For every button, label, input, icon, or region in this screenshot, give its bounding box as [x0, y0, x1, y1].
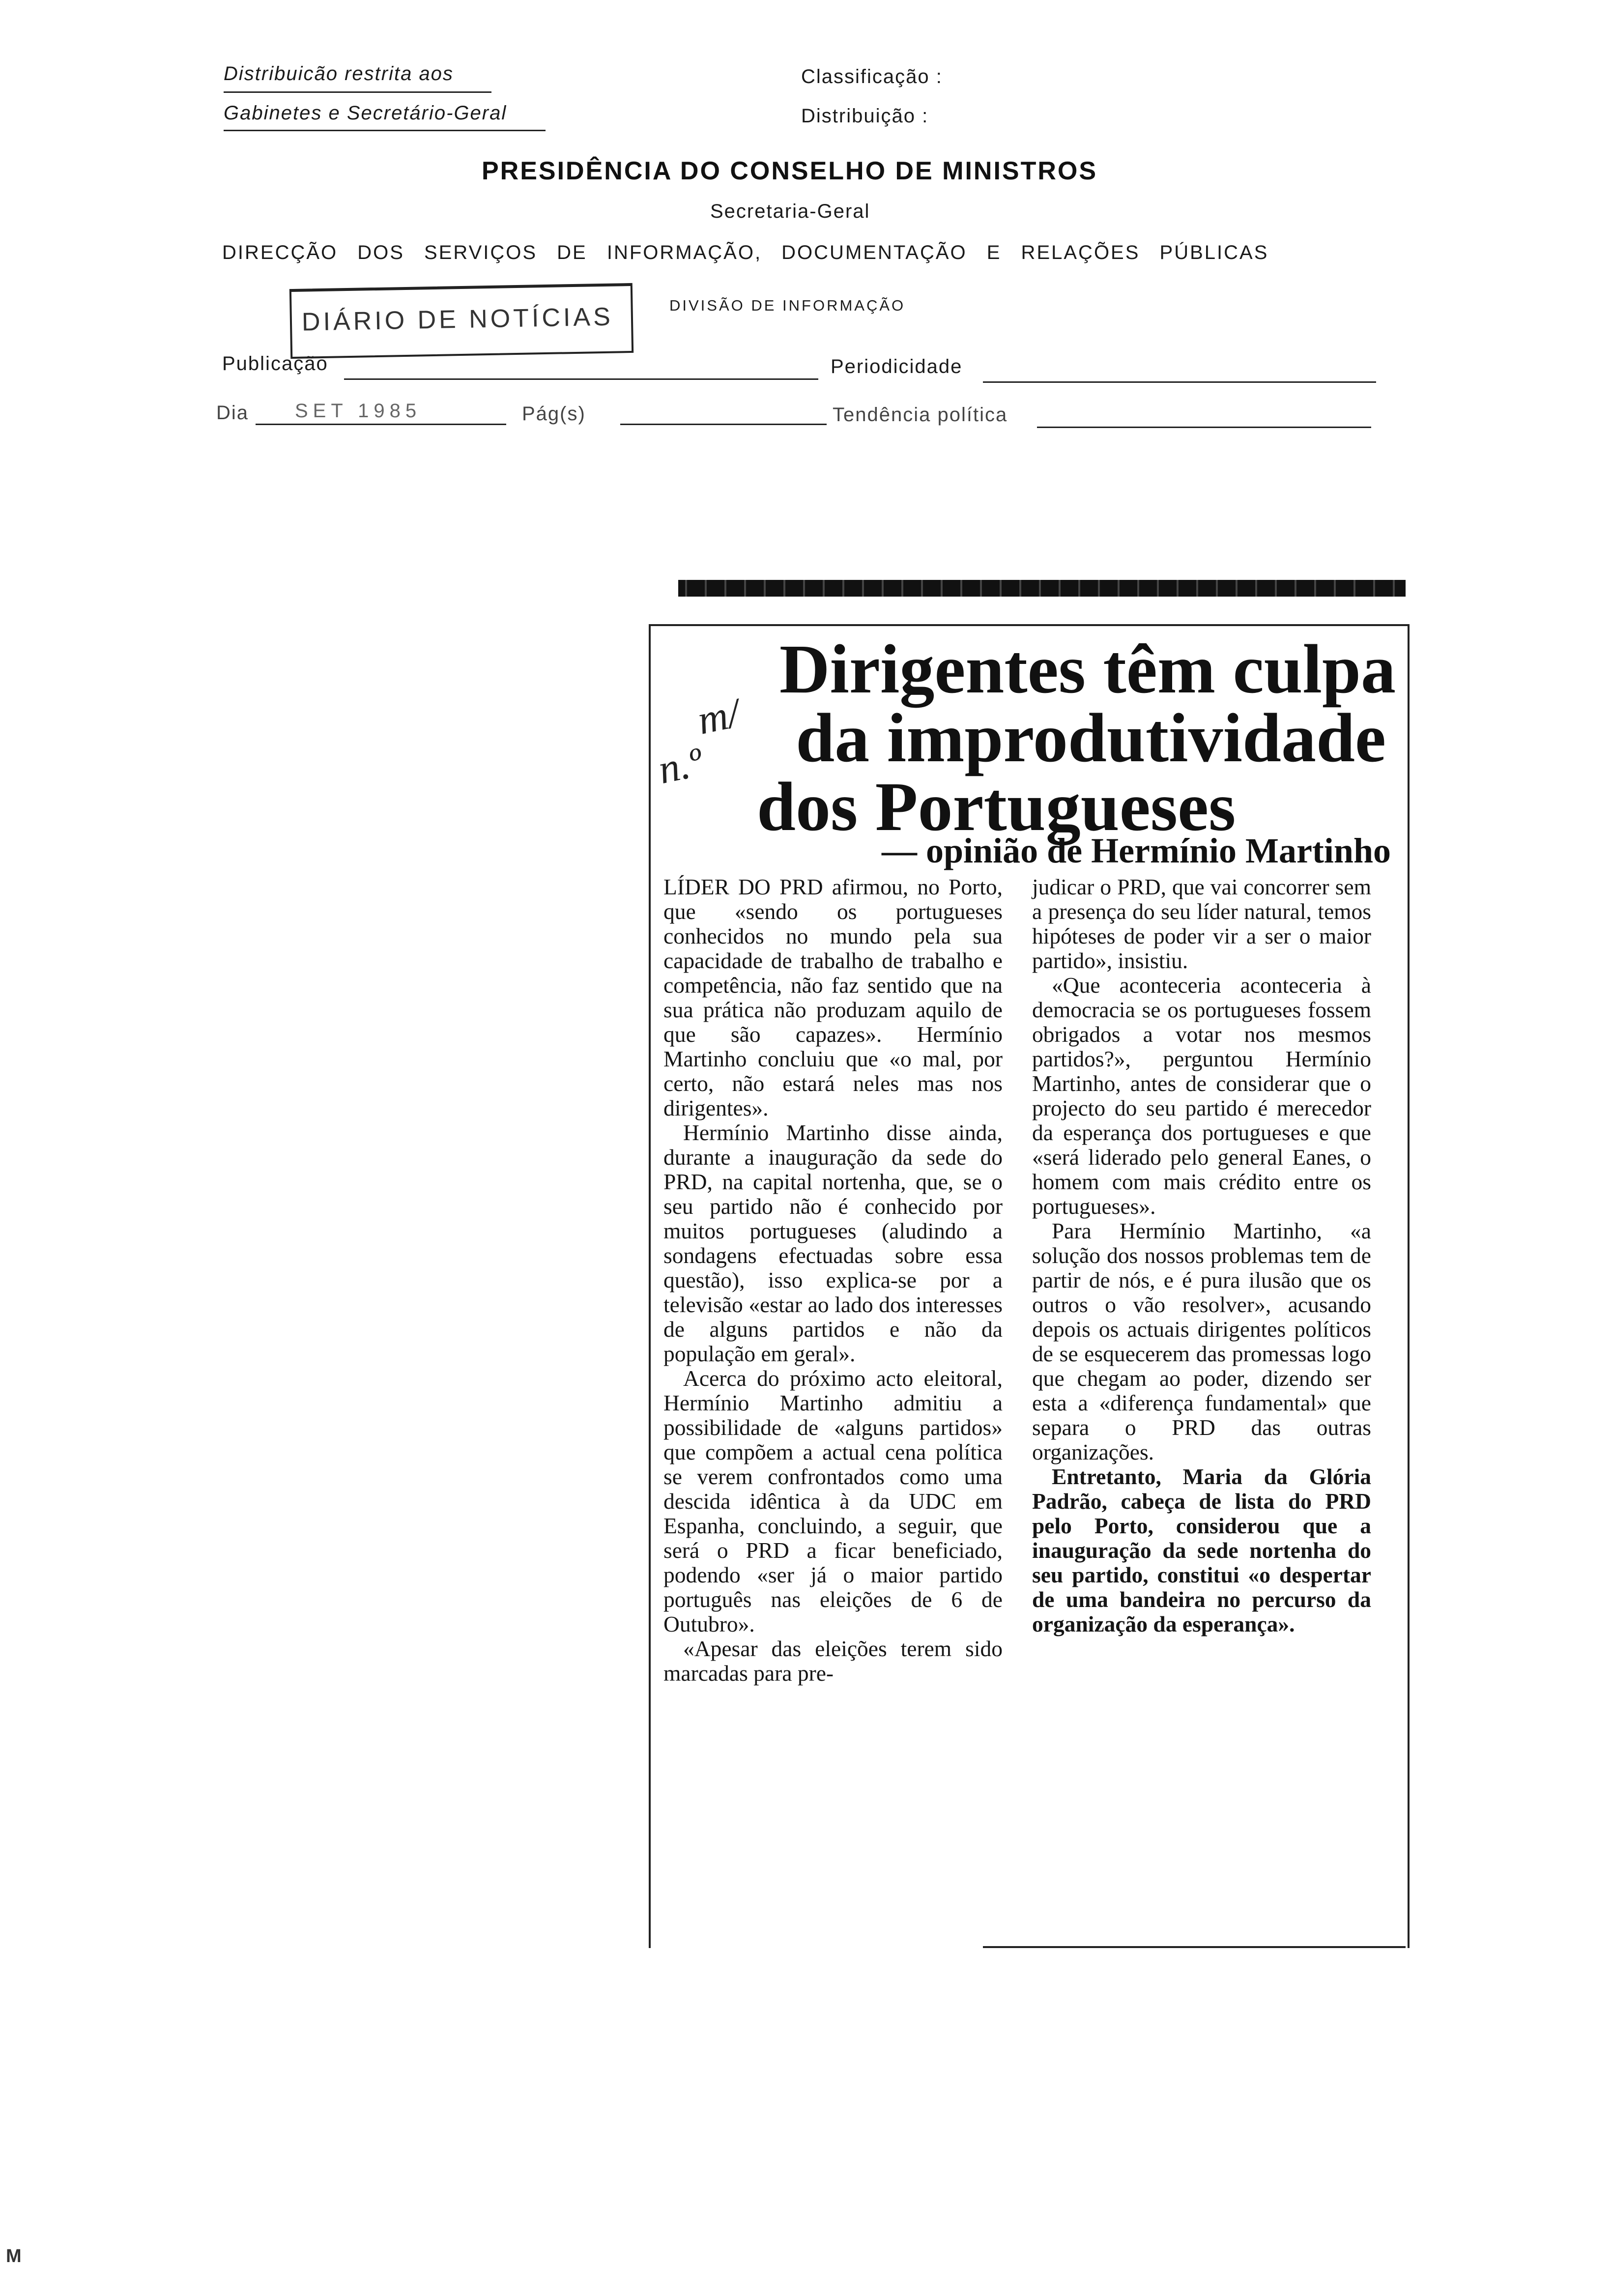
pages-field: [620, 424, 827, 425]
clipping-top-bar: [678, 580, 1406, 597]
headline-line-3: dos Portugueses: [757, 768, 1236, 845]
article-paragraph: «Apesar das eleições terem sido marcadas para pre-: [663, 1636, 1003, 1686]
day-label: Dia: [216, 402, 249, 424]
subhead: — opinião de Hermínio Martinho: [881, 831, 1391, 870]
division-label: DIVISÃO DE INFORMAÇÃO: [669, 297, 906, 314]
footer-mark: M: [6, 2246, 22, 2267]
publication-label: Publicação: [222, 353, 328, 374]
distribution-underline-2: [224, 130, 546, 131]
article-paragraph: Hermínio Martinho disse ainda, durante a inauguração da sede do PRD, na capital nortenha, que, se o seu partido não é conhecido por muitos portugueses (aludindo a sondagens efectuadas sobre essa questão), isso explica-se por a televisão «estar ao lado dos interesses de alguns partidos e não da população em geral».: [663, 1120, 1003, 1366]
handwritten-annotation-1: m/: [693, 690, 744, 744]
distribution-underline-1: [224, 91, 491, 93]
article-paragraph: Acerca do próximo acto eleitoral, Hermínio Martinho admitiu a possibilidade de «alguns partidos» que compõem a actual cena política se verem confrontados como uma descida idêntica à da UDC em Espanha, concluindo, a seguir, que será o PRD a ficar beneficiado, podendo «ser já o maior partido português nas eleições de 6 de Outubro».: [663, 1366, 1003, 1636]
article-paragraph: judicar o PRD, que vai concorrer sem a presença do seu líder natural, temos hipóteses de poder vir a ser o maior partido», insistiu.: [1032, 874, 1371, 973]
newspaper-clipping: [639, 580, 1406, 1966]
article-paragraph: Entretanto, Maria da Glória Padrão, cabeça de lista do PRD pelo Porto, considerou que a inauguração da sede nortenha do seu partido, constitui «o despertar de uma bandeira no percurso da organização da esperança».: [1032, 1464, 1371, 1636]
article-paragraph: Para Hermínio Martinho, «a solução dos nossos problemas tem de partir de nós, e é pura ilusão que os outros o vão resolver», acusando depois os actuais dirigentes políticos de se esquecerem das promessas logo que chegam ao poder, dizendo ser esta a «diferença fundamental» que separa o PRD das outras organizações.: [1032, 1218, 1371, 1464]
newspaper-stamp: [289, 283, 633, 359]
day-field: [256, 424, 506, 425]
periodicity-field: [983, 381, 1376, 383]
distribution-label: Distribuição :: [801, 105, 929, 127]
article-paragraph: LÍDER DO PRD afirmou, no Porto, que «sendo os portugueses conhecidos no mundo pela sua capacidade de trabalho de trabalho e competência, não faz sentido que na sua prática não produzam aquilo de que são capazes». Hermínio Martinho concluiu que «o mal, por certo, não estará neles mas nos dirigentes».: [663, 874, 1003, 1120]
headline-line-2: da improdutividade: [796, 699, 1386, 776]
pages-label: Pág(s): [522, 403, 586, 425]
directorate: DIRECÇÃO DOS SERVIÇOS DE INFORMAÇÃO, DOCUMENTAÇÃO E RELAÇÕES PÚBLICAS: [222, 242, 1269, 263]
stamp-text: DIÁRIO DE NOTÍCIAS: [301, 302, 614, 337]
article-right-column: [1032, 875, 1371, 1636]
handwritten-annotation-2: n.º: [654, 739, 707, 793]
periodicity-label: Periodicidade: [831, 356, 963, 377]
article-left-column: [663, 875, 1003, 1686]
day-value: SET 1985: [295, 400, 422, 422]
presidency-title: PRESIDÊNCIA DO CONSELHO DE MINISTROS: [482, 157, 1098, 185]
distribution-line-2: Gabinetes e Secretário-Geral: [224, 102, 507, 124]
headline-line-1: Dirigentes têm culpa: [779, 630, 1396, 708]
article-paragraph: «Que aconteceria aconteceria à democracia se os portugueses fossem obrigados a votar nos mesmos partidos?», perguntou Hermínio Martinho, antes de considerar que o projecto do seu partido é merecedor da esperança dos portugueses e que «será liderado pelo general Eanes, o homem com mais crédito entre os portugueses».: [1032, 973, 1371, 1219]
tendency-field: [1037, 427, 1371, 428]
distribution-line-1: Distribuicão restrita aos: [224, 63, 454, 85]
classification-label: Classificação :: [801, 66, 943, 87]
clipping-bottom-rule: [983, 1946, 1406, 1948]
tendency-label: Tendência política: [833, 404, 1008, 426]
secretariat: Secretaria-Geral: [710, 201, 870, 222]
publication-field: [344, 378, 818, 380]
